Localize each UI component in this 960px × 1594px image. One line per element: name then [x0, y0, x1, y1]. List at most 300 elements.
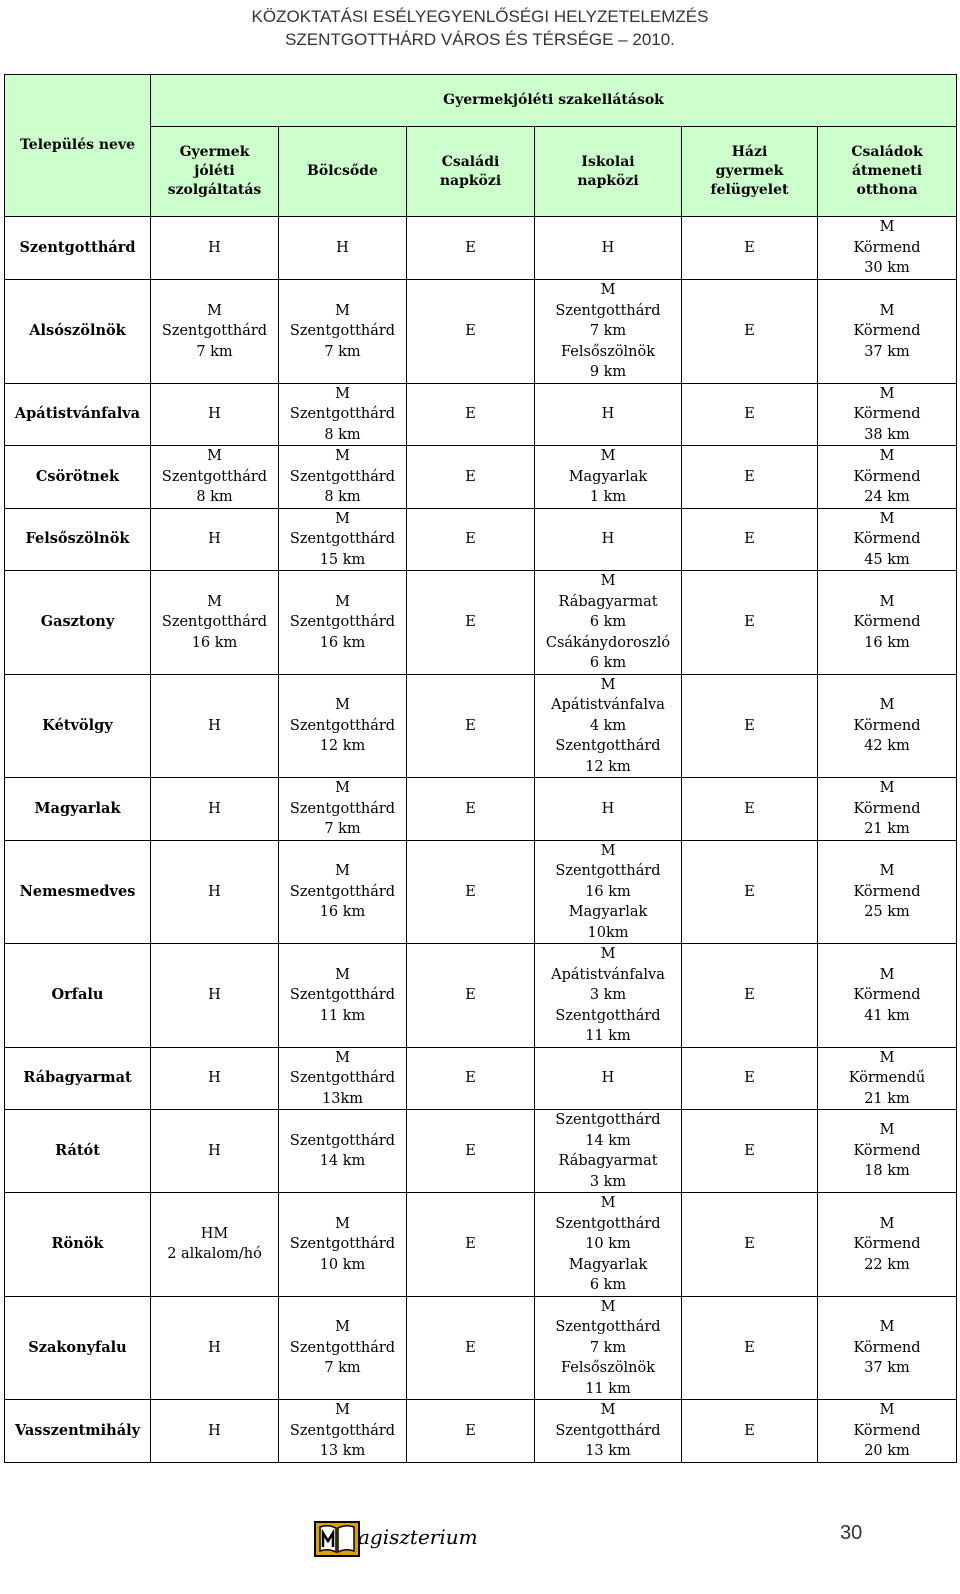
- service-cell: [535, 217, 682, 280]
- cell-text-line: Szentgotthárd: [161, 614, 268, 630]
- cell-text-line: 10 km: [319, 1256, 366, 1273]
- service-cell: [407, 840, 535, 944]
- cell-text-line: 13 km: [319, 1443, 366, 1459]
- service-cell: [407, 944, 535, 1048]
- service-cell: [818, 674, 957, 778]
- service-cell: [682, 383, 818, 446]
- service-cell: [535, 1110, 682, 1193]
- service-cell: [682, 446, 818, 509]
- cell-text-line: 7 km: [589, 323, 627, 339]
- cell-text-line: E: [744, 239, 755, 256]
- cell-text-line: 8 km: [324, 426, 361, 443]
- service-cell: [279, 508, 407, 571]
- cell-text-line: H: [208, 883, 221, 900]
- cell-text-line: 41 km: [864, 1007, 910, 1024]
- service-cell: [818, 383, 957, 446]
- cell-text-line: Rönök: [51, 1235, 104, 1252]
- service-cell: [818, 1296, 957, 1400]
- table-row: [5, 571, 957, 675]
- service-cell: [682, 1047, 818, 1110]
- cell-text-line: Csörötnek: [35, 467, 120, 485]
- cell-text-line: HM: [200, 1225, 229, 1242]
- cell-text-line: M: [335, 863, 350, 879]
- service-cell: [151, 778, 279, 841]
- service-cell: [535, 1296, 682, 1400]
- cell-text-line: M: [879, 1402, 895, 1418]
- cell-text-line: Felsőszölnök: [25, 530, 130, 547]
- service-cell: [818, 217, 957, 280]
- service-cell: [682, 1296, 818, 1400]
- service-cell: [407, 571, 535, 675]
- cell-text-line: Település neve: [19, 137, 136, 153]
- cell-text-line: 37 km: [864, 343, 910, 360]
- cell-text-line: H: [208, 717, 221, 734]
- service-cell: [682, 1400, 818, 1463]
- cell-text-line: Körmend: [853, 987, 921, 1003]
- magiszterium-logo: [314, 1517, 478, 1561]
- cell-text-line: Szentgotthárd: [555, 738, 661, 754]
- cell-text-line: E: [744, 1142, 755, 1159]
- service-cell: [535, 571, 682, 675]
- cell-text-line: Körmend: [853, 1236, 921, 1252]
- cell-text-line: Szentgotthárd: [289, 406, 396, 422]
- service-cell: [818, 446, 957, 509]
- cell-text-line: Házi: [731, 144, 768, 160]
- cell-text-line: E: [465, 614, 476, 630]
- cell-text-line: Körmend: [853, 531, 921, 547]
- cell-text-line: 8 km: [196, 489, 233, 505]
- service-cell: [151, 1110, 279, 1193]
- cell-text-line: M: [335, 1049, 350, 1066]
- table-row: [5, 1193, 957, 1297]
- cell-text-line: M: [207, 593, 222, 610]
- page-number: 30: [840, 1522, 863, 1544]
- service-cell: [279, 840, 407, 944]
- service-cell: [151, 1400, 279, 1463]
- cell-text-line: M: [335, 448, 350, 464]
- cell-text-line: M: [335, 593, 350, 610]
- cell-text-line: M: [600, 448, 616, 464]
- cell-text-line: Szentgotthárd: [289, 1422, 396, 1439]
- cell-text-line: Körmend: [853, 406, 921, 422]
- cell-text-line: 7 km: [196, 343, 233, 360]
- cell-text-line: M: [879, 302, 895, 319]
- cell-text-line: E: [744, 1339, 755, 1356]
- cell-text-line: Szentgotthárd: [555, 1319, 661, 1335]
- cell-text-line: H: [601, 406, 615, 422]
- cell-text-line: 11 km: [585, 1028, 631, 1044]
- cell-text-line: M: [335, 302, 350, 319]
- cell-text-line: M: [879, 385, 895, 402]
- cell-text-line: 13 km: [585, 1443, 631, 1459]
- cell-text-line: Szentgotthárd: [289, 1236, 396, 1252]
- cell-text-line: 6 km: [589, 1277, 627, 1293]
- cell-text-line: Körmend: [853, 717, 921, 734]
- cell-text-line: Szentgotthárd: [555, 1215, 661, 1232]
- service-cell: [407, 280, 535, 384]
- cell-text-line: átmeneti: [851, 163, 923, 179]
- cell-text-line: Vasszentmihály: [14, 1421, 141, 1439]
- settlement-name-cell: [5, 217, 151, 280]
- running-header-line2: SZENTGOTTHÁRD VÁROS ÉS TÉRSÉGE – 2010.: [285, 30, 675, 49]
- service-cell: [682, 840, 818, 944]
- cell-text-line: Körmend: [853, 1142, 921, 1159]
- service-cell: [682, 944, 818, 1048]
- table-row: [5, 944, 957, 1048]
- cell-text-line: 7 km: [324, 821, 361, 837]
- cell-text-line: Felsőszölnök: [561, 343, 655, 360]
- service-cell: [407, 446, 535, 509]
- table-row: [5, 383, 957, 446]
- cell-text-line: E: [465, 987, 476, 1003]
- cell-text-line: H: [208, 531, 221, 547]
- table-row: [5, 1110, 957, 1193]
- cell-text-line: E: [465, 1236, 476, 1252]
- service-cell: [407, 674, 535, 778]
- cell-text-line: 16 km: [864, 634, 910, 651]
- cell-text-line: Iskolai: [581, 153, 635, 170]
- cell-text-line: 16 km: [319, 634, 366, 651]
- service-cell: [818, 840, 957, 944]
- cell-text-line: Körmend: [853, 239, 921, 256]
- cell-text-line: M: [879, 510, 895, 527]
- cell-text-line: 8 km: [324, 489, 361, 505]
- service-cell: [818, 944, 957, 1048]
- cell-text-line: H: [208, 406, 221, 422]
- cell-text-line: M: [600, 842, 616, 859]
- cell-text-line: Szentgotthárd: [289, 717, 396, 734]
- table-row: [5, 1400, 957, 1463]
- cell-text-line: Körmend: [853, 323, 921, 339]
- cell-text-line: E: [465, 1142, 476, 1159]
- cell-text-line: M: [335, 385, 350, 402]
- cell-text-line: M: [600, 1402, 616, 1418]
- service-cell: [535, 1400, 682, 1463]
- table-row: [5, 217, 957, 280]
- column-header-school-daycare: [535, 127, 682, 217]
- cell-text-line: E: [744, 717, 755, 734]
- cell-text-line: 21 km: [864, 821, 910, 837]
- cell-text-line: H: [208, 987, 221, 1003]
- cell-text-line: 3 km: [589, 987, 627, 1003]
- cell-text-line: Rábagyarmat: [558, 593, 658, 610]
- service-cell: [682, 508, 818, 571]
- cell-text-line: jóléti: [194, 163, 235, 179]
- service-cell: [535, 944, 682, 1048]
- table-row: [5, 778, 957, 841]
- settlement-name-cell: [5, 944, 151, 1048]
- cell-text-line: 42 km: [864, 738, 910, 754]
- cell-text-line: Szentgotthárd: [289, 468, 396, 485]
- cell-text-line: M: [879, 863, 895, 879]
- settlement-name-cell: [5, 571, 151, 675]
- cell-text-line: Családok: [851, 144, 923, 160]
- cell-text-line: 6 km: [589, 655, 627, 671]
- cell-text-line: M: [335, 510, 350, 527]
- cell-text-line: 14 km: [319, 1153, 366, 1169]
- cell-text-line: Szentgotthárd: [555, 1422, 661, 1439]
- settlement-name-cell: [5, 1047, 151, 1110]
- cell-text-line: Szentgotthárd: [289, 883, 396, 900]
- cell-text-line: 3 km: [589, 1173, 627, 1190]
- service-cell: [279, 1193, 407, 1297]
- cell-text-line: 21 km: [864, 1090, 910, 1107]
- service-cell: [151, 508, 279, 571]
- column-header-family-daycare: [407, 127, 535, 217]
- service-cell: [535, 280, 682, 384]
- cell-text-line: M: [207, 448, 222, 464]
- cell-text-line: M: [335, 780, 350, 796]
- service-cell: [682, 571, 818, 675]
- cell-text-line: M: [879, 1122, 895, 1139]
- cell-text-line: Szentgotthárd: [555, 1007, 661, 1024]
- service-cell: [818, 1400, 957, 1463]
- cell-text-line: E: [465, 531, 476, 547]
- cell-text-line: M: [879, 1215, 895, 1232]
- cell-text-line: Rábagyarmat: [558, 1153, 658, 1169]
- cell-text-line: H: [601, 800, 615, 817]
- cell-text-line: Bölcsőde: [307, 163, 378, 179]
- settlement-name-cell: [5, 778, 151, 841]
- cell-text-line: 2 alkalom/hó: [167, 1246, 262, 1263]
- cell-text-line: 15 km: [319, 551, 366, 568]
- cell-text-line: H: [208, 800, 221, 817]
- service-cell: [535, 1047, 682, 1110]
- cell-text-line: E: [744, 1422, 755, 1439]
- cell-text-line: Rábagyarmat: [23, 1069, 132, 1086]
- service-cell: [535, 1193, 682, 1297]
- table-row: [5, 840, 957, 944]
- service-cell: [407, 1110, 535, 1193]
- cell-text-line: 16 km: [585, 883, 631, 900]
- service-cell: [407, 778, 535, 841]
- service-cell: [818, 1110, 957, 1193]
- cell-text-line: 10km: [587, 924, 629, 941]
- service-cell: [407, 217, 535, 280]
- service-cell: [407, 383, 535, 446]
- service-cell: [151, 383, 279, 446]
- cell-text-line: Körmend: [853, 614, 921, 630]
- cell-text-line: M: [600, 946, 616, 962]
- service-cell: [682, 778, 818, 841]
- cell-text-line: E: [465, 468, 476, 485]
- cell-text-line: M: [335, 1319, 350, 1335]
- service-cell: [682, 280, 818, 384]
- cell-text-line: E: [465, 239, 476, 256]
- cell-text-line: Szentgotthárd: [555, 302, 661, 319]
- table-row: [5, 446, 957, 509]
- service-cell: [151, 840, 279, 944]
- service-cell: [818, 1047, 957, 1110]
- cell-text-line: Gasztony: [40, 613, 115, 630]
- service-cell: [682, 674, 818, 778]
- cell-text-line: Szentgotthárd: [289, 323, 396, 339]
- cell-text-line: Rátót: [55, 1141, 100, 1159]
- service-cell: [535, 446, 682, 509]
- cell-text-line: 7 km: [589, 1339, 627, 1356]
- cell-text-line: napközi: [577, 172, 639, 189]
- cell-text-line: H: [208, 1070, 221, 1086]
- cell-text-line: 1 km: [589, 489, 627, 505]
- cell-text-line: 9 km: [589, 364, 627, 380]
- service-cell: [407, 508, 535, 571]
- service-cell: [279, 1400, 407, 1463]
- cell-text-line: 20 km: [864, 1443, 910, 1459]
- cell-text-line: 7 km: [324, 1360, 361, 1376]
- cell-text-line: Magyarlak: [34, 799, 121, 817]
- cell-text-line: M: [879, 1049, 895, 1066]
- cell-text-line: E: [744, 614, 755, 630]
- cell-text-line: Kétvölgy: [42, 716, 113, 734]
- service-cell: [407, 1047, 535, 1110]
- service-cell: [151, 1296, 279, 1400]
- cell-text-line: M: [335, 1402, 350, 1418]
- cell-text-line: M: [879, 448, 895, 464]
- service-cell: [279, 1047, 407, 1110]
- service-cell: [407, 1296, 535, 1400]
- column-header-family-shelter: [818, 127, 957, 217]
- cell-text-line: E: [744, 468, 755, 485]
- settlement-name-cell: [5, 508, 151, 571]
- cell-text-line: 12 km: [319, 738, 366, 754]
- service-cell: [535, 383, 682, 446]
- cell-text-line: Nemesmedves: [19, 882, 136, 900]
- cell-text-line: Apátistvánfalva: [551, 697, 665, 713]
- service-cell: [407, 1193, 535, 1297]
- service-cell: [279, 1296, 407, 1400]
- cell-text-line: M: [879, 966, 895, 983]
- table-row: [5, 1047, 957, 1110]
- service-cell: [151, 446, 279, 509]
- service-cell: [535, 840, 682, 944]
- cell-text-line: 12 km: [585, 758, 631, 775]
- cell-text-line: E: [465, 883, 476, 900]
- cell-text-line: Szentgotthárd: [289, 1132, 396, 1149]
- service-cell: [818, 280, 957, 384]
- cell-text-line: E: [465, 323, 476, 339]
- cell-text-line: Magyarlak: [568, 1256, 648, 1273]
- service-cell: [682, 217, 818, 280]
- cell-text-line: H: [208, 1339, 221, 1356]
- table-title: Gyermekjóléti szakellátások: [151, 75, 957, 127]
- cell-text-line: 16 km: [319, 904, 366, 920]
- cell-text-line: M: [335, 1215, 350, 1232]
- cell-text-line: E: [744, 323, 755, 339]
- service-cell: [279, 1110, 407, 1193]
- service-cell: [818, 1193, 957, 1297]
- cell-text-line: E: [744, 406, 755, 422]
- cell-text-line: Körmend: [853, 800, 921, 817]
- service-cell: [151, 217, 279, 280]
- cell-text-line: felügyelet: [710, 182, 789, 198]
- service-cell: [151, 280, 279, 384]
- cell-text-line: M: [879, 1319, 895, 1335]
- settlement-name-cell: [5, 383, 151, 446]
- cell-text-line: 11 km: [585, 1380, 631, 1397]
- service-cell: [682, 1110, 818, 1193]
- cell-text-line: H: [336, 239, 349, 256]
- service-cell: [279, 446, 407, 509]
- cell-text-line: Orfalu: [51, 986, 104, 1003]
- service-cell: [151, 571, 279, 675]
- cell-text-line: Alsószölnök: [29, 322, 126, 339]
- cell-text-line: Gyermek: [179, 144, 250, 160]
- column-header-nursery: [279, 127, 407, 217]
- cell-text-line: M: [207, 302, 222, 319]
- cell-text-line: 13km: [322, 1090, 363, 1107]
- cell-text-line: Szakonyfalu: [28, 1338, 127, 1356]
- cell-text-line: M: [600, 1298, 616, 1315]
- cell-text-line: Szentgotthárd: [289, 800, 396, 817]
- cell-text-line: 45 km: [864, 551, 910, 568]
- service-cell: [818, 778, 957, 841]
- cell-text-line: Szentgotthárd: [19, 238, 136, 256]
- cell-text-line: Szentgotthárd: [555, 863, 661, 879]
- service-cell: [279, 778, 407, 841]
- cell-text-line: 30 km: [864, 260, 910, 277]
- service-cell: [279, 944, 407, 1048]
- cell-text-line: M: [879, 780, 895, 796]
- cell-text-line: H: [208, 239, 221, 256]
- cell-text-line: 7 km: [324, 343, 361, 360]
- service-cell: [279, 674, 407, 778]
- settlement-name-cell: [5, 1400, 151, 1463]
- service-cell: [535, 778, 682, 841]
- cell-text-line: 11 km: [319, 1007, 366, 1024]
- cell-text-line: Magyarlak: [568, 468, 648, 485]
- column-header-child-welfare: [151, 127, 279, 217]
- service-cell: [535, 508, 682, 571]
- cell-text-line: Körmendű: [848, 1070, 926, 1086]
- service-cell: [151, 1047, 279, 1110]
- logo-text: agiszterium: [358, 1525, 478, 1549]
- cell-text-line: M: [879, 697, 895, 713]
- service-cell: [151, 674, 279, 778]
- cell-text-line: M: [600, 1195, 616, 1211]
- cell-text-line: 18 km: [864, 1163, 910, 1180]
- table-row: [5, 674, 957, 778]
- cell-text-line: E: [744, 800, 755, 817]
- cell-text-line: Körmend: [853, 883, 921, 900]
- cell-text-line: H: [601, 1070, 615, 1086]
- cell-text-line: H: [208, 1422, 221, 1439]
- cell-text-line: Körmend: [853, 1422, 921, 1439]
- service-cell: [151, 1193, 279, 1297]
- cell-text-line: M: [335, 966, 350, 983]
- settlement-name-cell: [5, 840, 151, 944]
- service-cell: [279, 571, 407, 675]
- cell-text-line: 38 km: [864, 426, 910, 443]
- cell-text-line: 4 km: [589, 717, 627, 734]
- table-row: [5, 508, 957, 571]
- cell-text-line: Csákánydoroszló: [545, 634, 671, 651]
- cell-text-line: Apátistvánfalva: [14, 405, 141, 422]
- cell-text-line: E: [465, 717, 476, 734]
- cell-text-line: E: [744, 1236, 755, 1252]
- cell-text-line: Szentgotthárd: [555, 1112, 661, 1128]
- cell-text-line: szolgáltatás: [167, 182, 262, 198]
- cell-text-line: Szentgotthárd: [289, 1339, 396, 1356]
- cell-text-line: M: [600, 282, 616, 298]
- cell-text-line: 6 km: [589, 614, 627, 630]
- settlement-name-cell: [5, 1110, 151, 1193]
- cell-text-line: M: [600, 573, 616, 589]
- cell-text-line: otthona: [856, 182, 918, 198]
- book-logo-icon: [314, 1519, 360, 1559]
- running-header-line1: KÖZOKTATÁSI ESÉLYEGYENLŐSÉGI HELYZETELEMZÉS: [251, 7, 709, 26]
- cell-text-line: E: [465, 406, 476, 422]
- cell-text-line: Felsőszölnök: [561, 1360, 655, 1376]
